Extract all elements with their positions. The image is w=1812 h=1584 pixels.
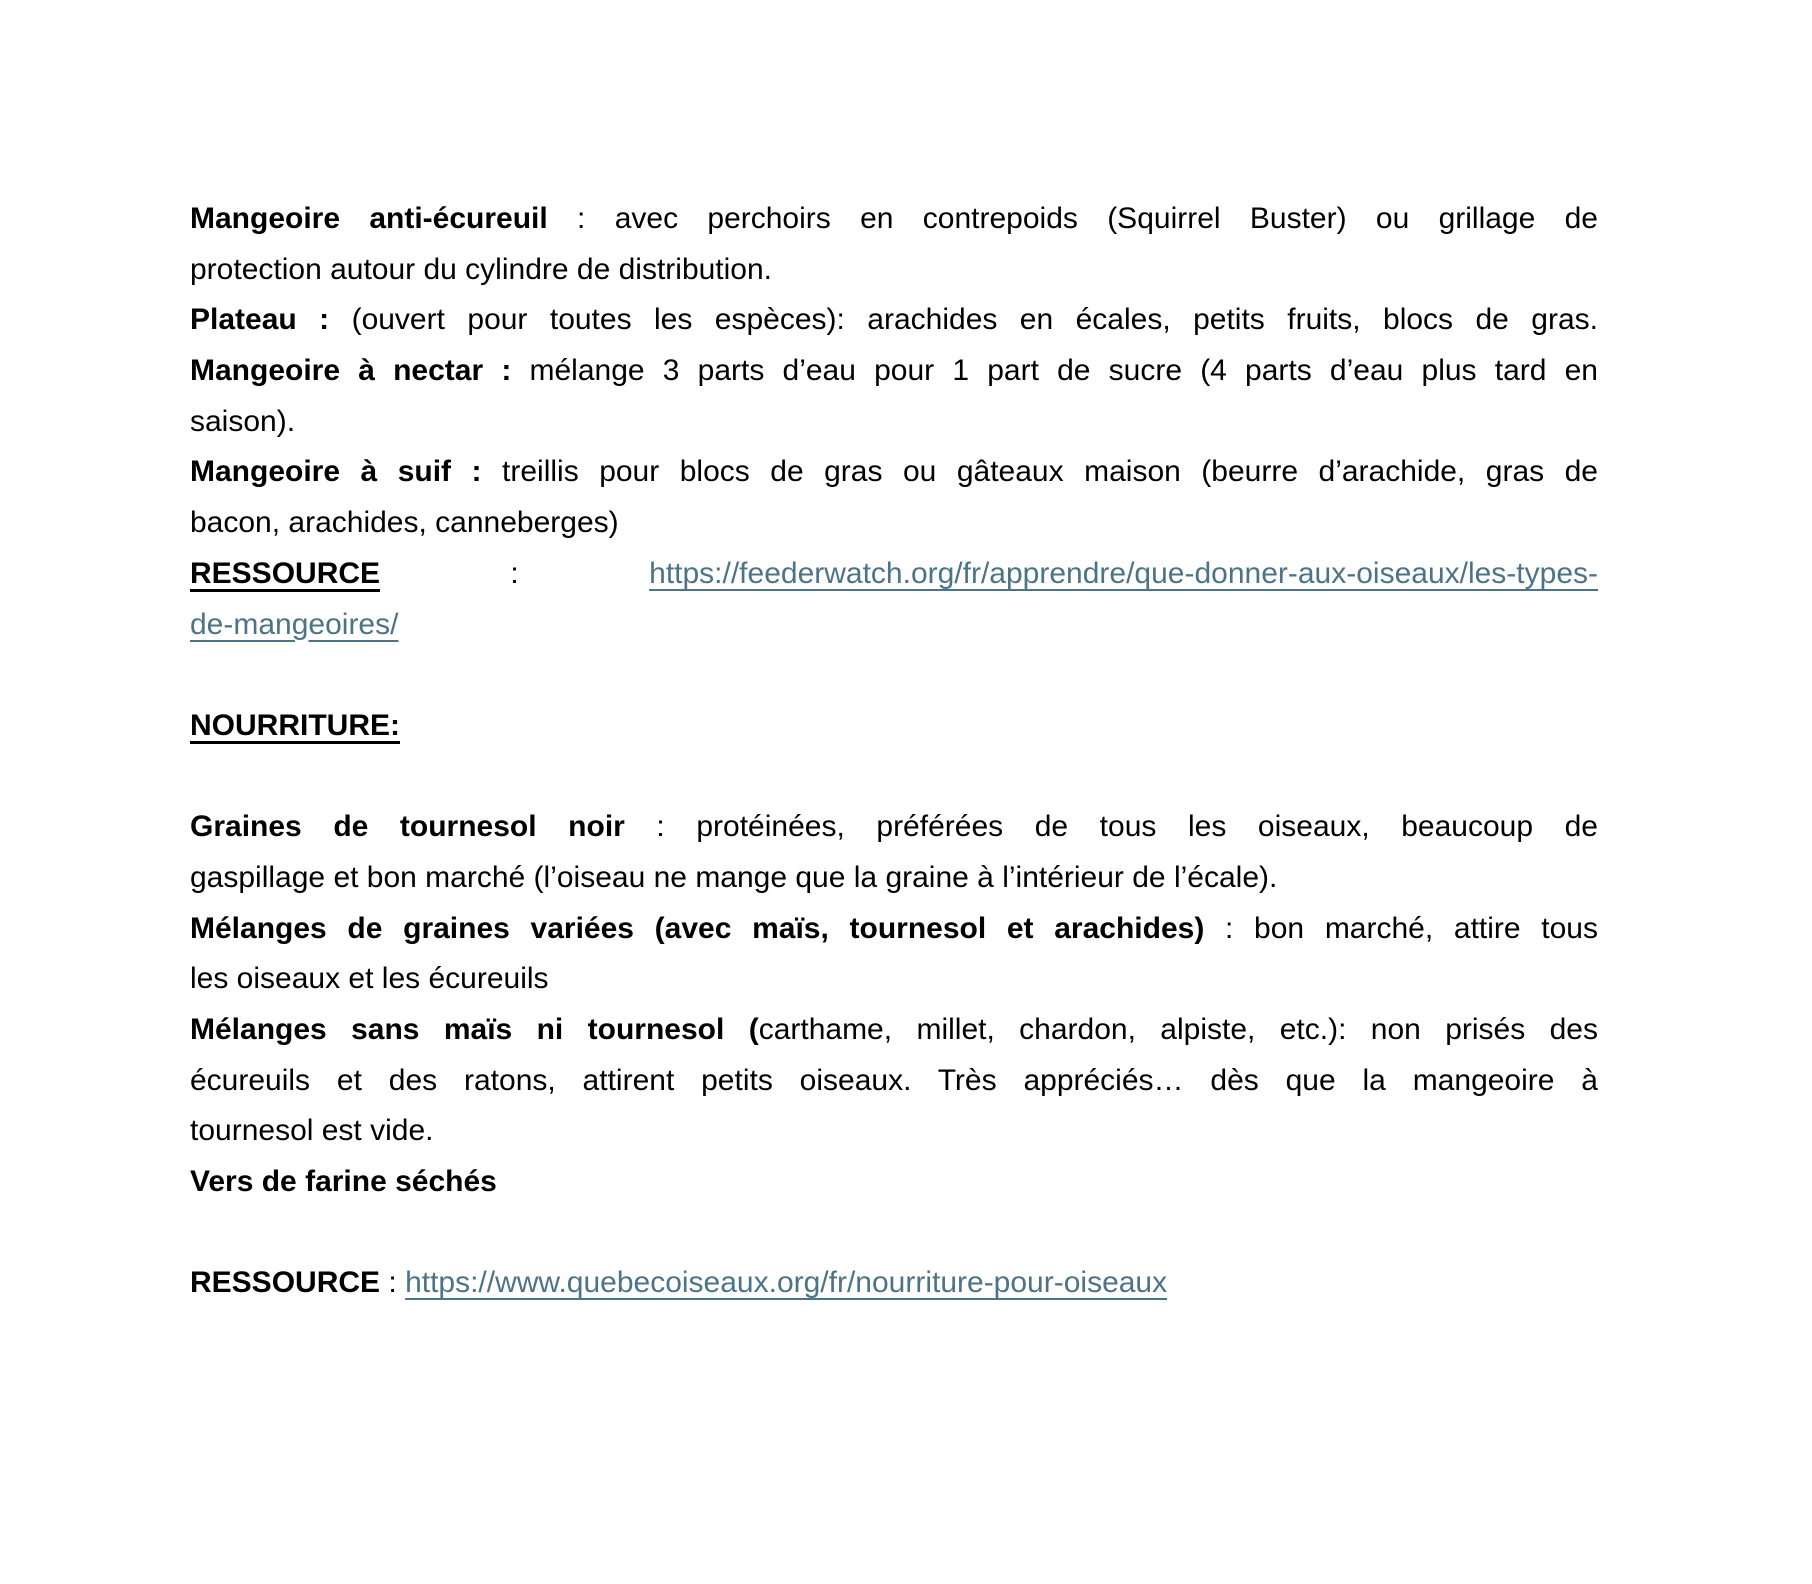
label-mangeoire-a-nectar: Mangeoire à nectar : xyxy=(190,354,512,388)
para-mangeoire-a-suif-line-1 xyxy=(190,447,1598,498)
body-text: carthame, millet, chardon, alpiste, etc.): non prisés des xyxy=(758,1013,1598,1046)
para-plateau-line-1 xyxy=(190,295,1598,346)
para-melanges-sans-mais-line-3 xyxy=(190,1106,1598,1157)
body-text: bacon, arachides, canneberges) xyxy=(190,506,619,540)
para-melanges-sans-mais-line-1 xyxy=(190,1005,1598,1056)
para-graines-tournesol-noir-line-1 xyxy=(190,802,1598,853)
body-text: treillis pour blocs de gras ou gâteaux maison (beurre d’arachide, gras de xyxy=(481,455,1598,489)
blank-line-line-1 xyxy=(190,650,1598,701)
label-plateau: Plateau : xyxy=(190,303,330,337)
para-mangeoire-anti-ecureuil-line-1 xyxy=(190,194,1598,245)
para-nourriture-heading-line-1 xyxy=(190,701,1598,752)
feederwatch-link[interactable]: https://feederwatch.org/fr/apprendre/que-donner-aux-oiseaux/les-types- xyxy=(649,556,1598,590)
body-text: : xyxy=(380,1266,406,1300)
label-melanges-sans-mais: Mélanges sans maïs ni tournesol ( xyxy=(190,1013,759,1046)
body-text: : protéinées, préférées de tous les oiseaux, beaucoup de xyxy=(624,810,1598,844)
body-text: gaspillage et bon marché (l’oiseau ne mange que la graine à l’intérieur de l’écale). xyxy=(190,860,1278,894)
body-text: saison). xyxy=(190,404,296,438)
para-melanges-sans-mais-line-2 xyxy=(190,1056,1598,1107)
para-melanges-graines-variees-line-1 xyxy=(190,904,1598,955)
para-vers-de-farine-line-1 xyxy=(190,1157,1598,1208)
body-text: : bon marché, attire tous xyxy=(1204,911,1598,945)
para-melanges-graines-variees-line-2 xyxy=(190,954,1598,1005)
para-graines-tournesol-noir-line-2 xyxy=(190,853,1598,904)
para-mangeoire-a-suif-line-2 xyxy=(190,498,1598,549)
label-melanges-graines-variees: Mélanges de graines variées (avec maïs, tournesol et arachides) xyxy=(190,911,1205,945)
body-text: écureuils et des ratons, attirent petits oiseaux. Très appréciés… dès que la mangeoire à xyxy=(190,1063,1598,1097)
para-ressource-mangeoires-line-2 xyxy=(190,600,1598,651)
body-text: (ouvert pour toutes les espèces): arachides en écales, petits fruits, blocs de gras. xyxy=(329,303,1598,337)
body-text: : avec perchoirs en contrepoids (Squirrel Buster) ou grillage de xyxy=(547,202,1598,235)
label-mangeoire-anti-ecureuil: Mangeoire anti-écureuil xyxy=(190,202,548,235)
quebecoiseaux-link[interactable]: https://www.quebecoiseaux.org/fr/nourriture-pour-oiseaux xyxy=(405,1266,1168,1300)
blank-line-line-1 xyxy=(190,1208,1598,1259)
para-mangeoire-a-nectar-line-1 xyxy=(190,346,1598,397)
para-mangeoire-anti-ecureuil-line-2 xyxy=(190,245,1598,296)
body-text: protection autour du cylindre de distribution. xyxy=(190,252,773,286)
para-ressource-mangeoires-line-1 xyxy=(190,549,1598,600)
label-mangeoire-a-suif: Mangeoire à suif : xyxy=(190,455,482,489)
para-ressource-nourriture-line-1 xyxy=(190,1258,1598,1309)
body-text: mélange 3 parts d’eau pour 1 part de sucre (4 parts d’eau plus tard en xyxy=(511,354,1598,388)
ressource-label: RESSOURCE xyxy=(190,556,381,590)
label-vers-de-farine: Vers de farine séchés xyxy=(190,1165,497,1199)
label-graines-tournesol-noir: Graines de tournesol noir xyxy=(190,810,625,844)
body-text: les oiseaux et les écureuils xyxy=(190,962,549,996)
blank-line-line-1 xyxy=(190,752,1598,803)
feederwatch-link-continued[interactable]: de-mangeoires/ xyxy=(190,607,399,641)
para-mangeoire-a-nectar-line-2 xyxy=(190,397,1598,448)
body-text: tournesol est vide. xyxy=(190,1114,434,1148)
nourriture-heading: NOURRITURE: xyxy=(190,708,400,742)
ressource-label: RESSOURCE xyxy=(190,1266,381,1300)
body-text: : xyxy=(380,556,650,590)
